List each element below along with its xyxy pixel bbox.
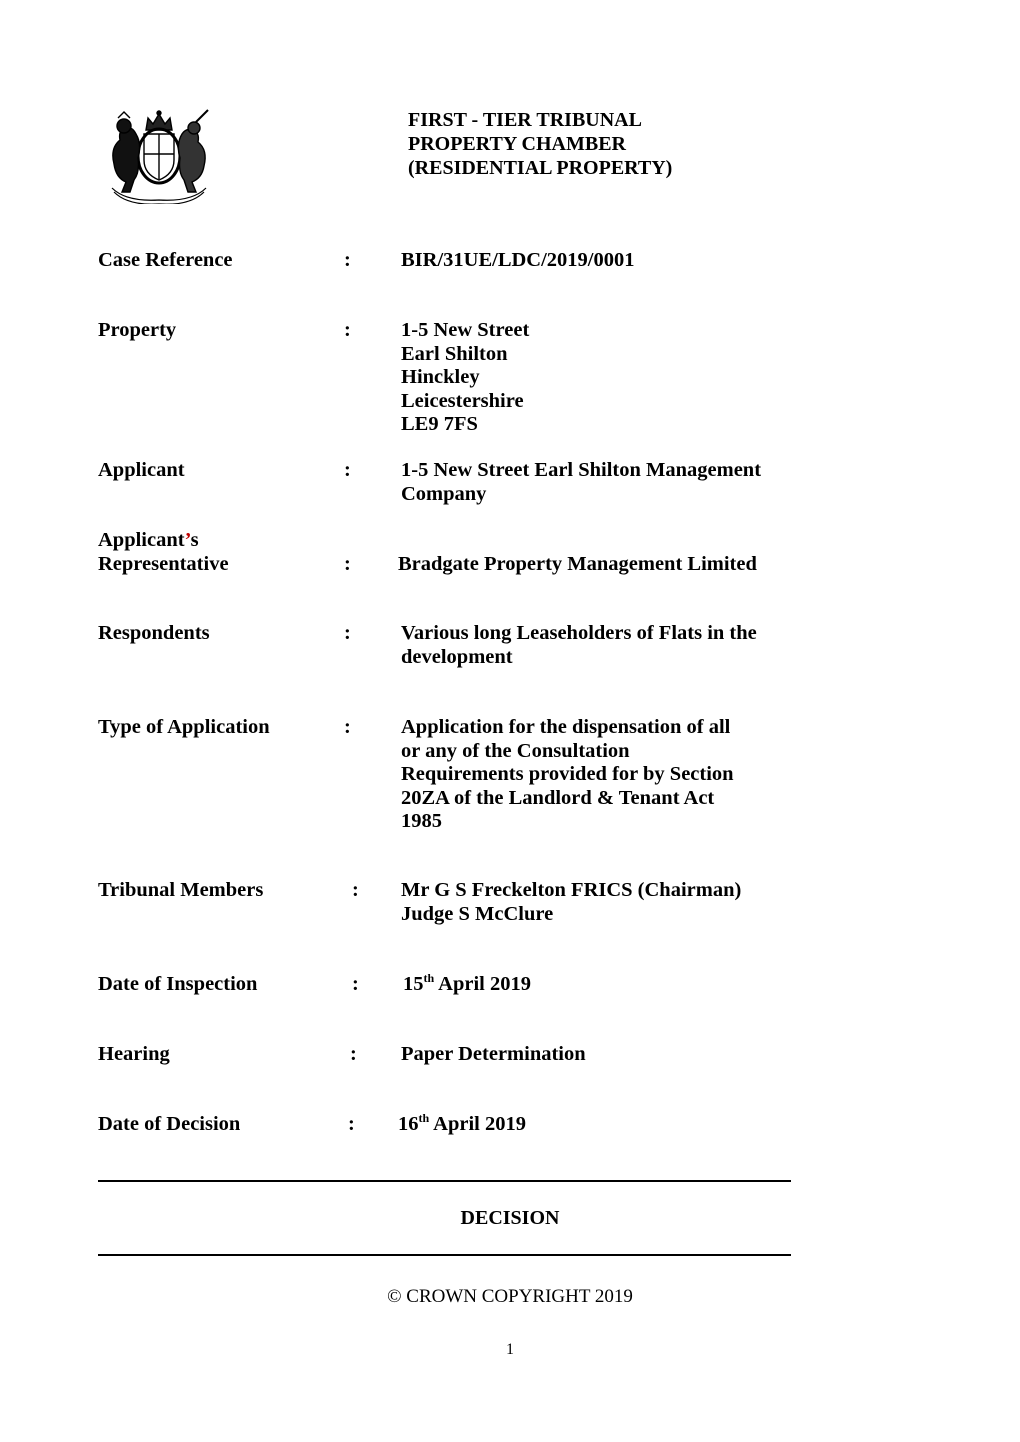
horizontal-rule [98, 1180, 791, 1182]
header-line-3: (RESIDENTIAL PROPERTY) [408, 157, 673, 179]
date-of-inspection-value [403, 973, 531, 997]
type-of-application-colon: : [344, 716, 351, 738]
tribunal-members-value [401, 879, 741, 926]
date-suffix: th [423, 971, 435, 986]
applicants-representative-colon: : [344, 552, 351, 575]
property-line: Earl Shilton [401, 342, 508, 365]
label-line-2: Representative [98, 552, 229, 575]
property-line: LE9 7FS [401, 413, 478, 435]
date-day: 15 [403, 973, 424, 995]
date-of-decision-colon: : [348, 1113, 355, 1135]
case-reference-value: BIR/31UE/LDC/2019/0001 [401, 249, 635, 271]
hearing-value: Paper Determination [401, 1043, 586, 1065]
hearing-colon: : [350, 1043, 357, 1065]
application-line: 1985 [401, 810, 442, 832]
date-rest: April 2019 [434, 973, 531, 995]
royal-coat-of-arms-icon [96, 108, 222, 204]
date-day: 16 [398, 1113, 419, 1135]
type-of-application-label: Type of Application [98, 716, 270, 738]
applicants-representative-value: Bradgate Property Management Limited [398, 552, 757, 575]
application-line: Application for the dispensation of all [401, 716, 731, 738]
application-line: or any of the Consultation [401, 739, 630, 762]
decision-heading: DECISION [460, 1207, 560, 1229]
respondents-line: Various long Leaseholders of Flats in the [401, 622, 757, 644]
applicant-colon: : [344, 459, 351, 481]
case-reference-label: Case Reference [98, 249, 233, 271]
application-line: Requirements provided for by Section [401, 763, 734, 785]
property-line: Hinckley [401, 366, 480, 388]
property-colon: : [344, 319, 351, 341]
member-line: Mr G S Freckelton FRICS (Chairman) [401, 879, 742, 901]
property-label: Property [98, 319, 177, 341]
respondents-value [401, 622, 757, 669]
member-line: Judge S McClure [401, 902, 554, 925]
date-of-inspection-label: Date of Inspection [98, 973, 258, 995]
respondents-colon: : [344, 622, 351, 644]
label-apostrophe: ’ [184, 529, 191, 551]
property-address [401, 319, 529, 437]
application-line: 20ZA of the Landlord & Tenant Act [401, 786, 715, 809]
crown-copyright: © CROWN COPYRIGHT 2019 [387, 1286, 633, 1307]
property-line: 1-5 New Street [401, 319, 530, 341]
hearing-label: Hearing [98, 1043, 170, 1065]
respondents-label: Respondents [98, 622, 210, 644]
case-reference-colon: : [344, 249, 351, 271]
date-rest: April 2019 [429, 1113, 526, 1135]
tribunal-members-colon: : [352, 879, 359, 901]
horizontal-rule [98, 1254, 791, 1256]
date-suffix: th [418, 1111, 430, 1126]
page-number: 1 [506, 1341, 514, 1358]
header-line-1: FIRST - TIER TRIBUNAL [408, 109, 642, 131]
date-of-inspection-colon: : [352, 973, 359, 995]
property-line: Leicestershire [401, 389, 524, 412]
type-of-application-value [401, 716, 734, 834]
applicants-representative-label [98, 529, 229, 576]
header-line-2: PROPERTY CHAMBER [408, 133, 626, 155]
tribunal-members-label: Tribunal Members [98, 879, 264, 901]
label-part: s [190, 529, 199, 551]
label-part: Applicant [98, 529, 185, 551]
applicant-line: 1-5 New Street Earl Shilton Management [401, 459, 762, 481]
date-of-decision-value [398, 1113, 526, 1137]
applicant-line: Company [401, 482, 487, 505]
tribunal-header [408, 108, 672, 180]
date-of-decision-label: Date of Decision [98, 1113, 241, 1135]
applicant-label: Applicant [98, 459, 185, 481]
respondents-line: development [401, 645, 513, 668]
applicant-value [401, 459, 761, 506]
